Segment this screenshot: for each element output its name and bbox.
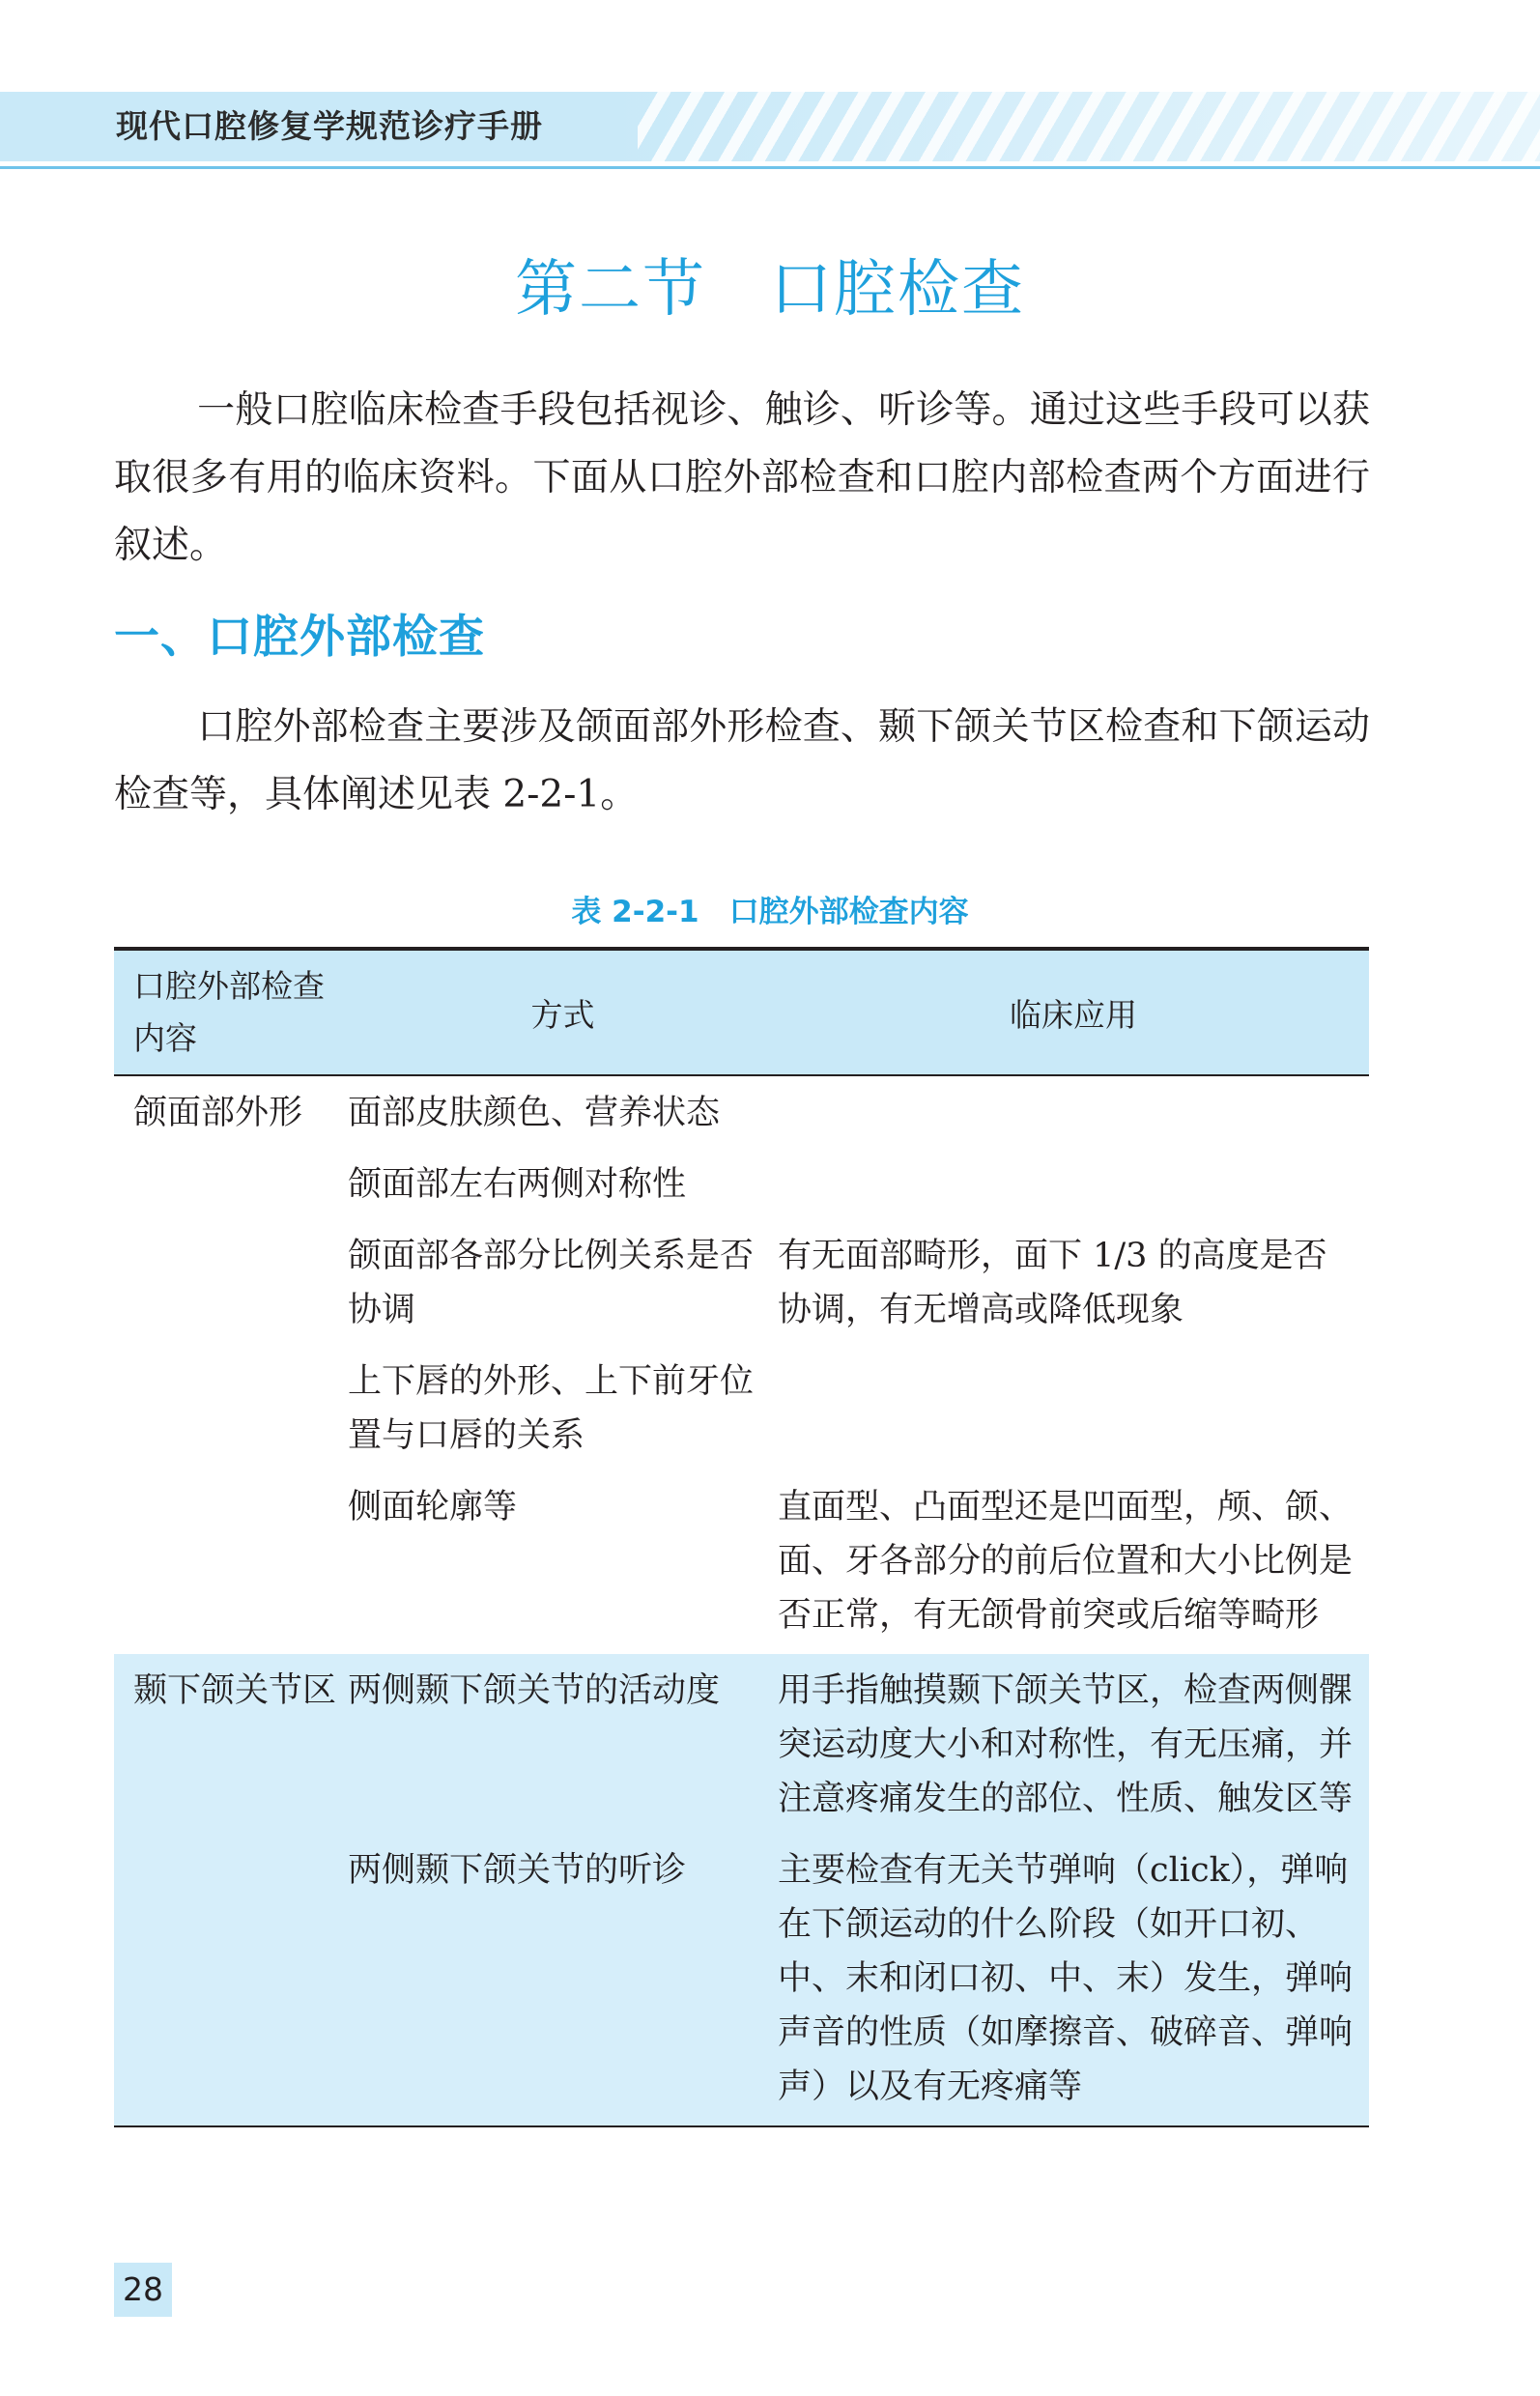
- table-row: [348, 1355, 1369, 1463]
- table-group-tmj: [114, 1654, 1369, 2125]
- application-cell: 有无面部畸形，面下 1/3 的高度是否协调，有无增高或降低现象: [778, 1237, 1327, 1329]
- application-cell: 主要检查有无关节弹响（click），弹响在下颌运动的什么阶段（如开口初、中、末和闭口初、中、末）发生，弹响声音的性质（如摩擦音、破碎音、弹响声）以及有无疼痛等: [778, 1851, 1354, 2106]
- method-cell: 颌面部各部分比例关系是否协调: [348, 1237, 755, 1329]
- table-row: [348, 1843, 1369, 2114]
- exam-table: [114, 947, 1369, 2127]
- table-row: [348, 1229, 1369, 1337]
- table-row: [348, 1157, 1369, 1212]
- method-cell: 两侧颞下颌关节的听诊: [348, 1851, 687, 1890]
- intro-paragraph: [114, 377, 1370, 580]
- application-cell: [778, 1157, 1369, 1212]
- table-group-facial: [114, 1076, 1369, 1654]
- method-cell: 侧面轮廓等: [348, 1488, 518, 1526]
- method-cell: 面部皮肤颜色、营养状态: [348, 1094, 721, 1132]
- intro-text: 一般口腔临床检查手段包括视诊、触诊、听诊等。通过这些手段可以获取很多有用的临床资料。下面从口腔外部检查和口腔内部检查两个方面进行叙述。: [114, 388, 1370, 567]
- method-cell: 两侧颞下颌关节的活动度: [348, 1671, 721, 1710]
- application-cell: 用手指触摸颞下颌关节区，检查两侧髁突运动度大小和对称性，有无压痛，并注意疼痛发生的部位、性质、触发区等: [778, 1671, 1354, 1818]
- application-cell: [778, 1355, 1369, 1463]
- table-row: [348, 1664, 1369, 1826]
- group-category: 颌面部外形: [133, 1094, 303, 1132]
- table-header-row: [114, 951, 1369, 1076]
- group-category: 颞下颌关节区: [133, 1671, 337, 1710]
- section-title: 第二节 口腔检查: [515, 254, 1025, 326]
- group-rows: [348, 1086, 1369, 1642]
- header-stripe-decoration: [638, 92, 1540, 161]
- page-number: 28: [114, 2263, 172, 2317]
- subsection-paragraph: [114, 694, 1370, 829]
- table-row: [348, 1086, 1369, 1140]
- subsection-text: 口腔外部检查主要涉及颌面部外形检查、颞下颌关节区检查和下颌运动检查等，具体阐述见表 2-2-1。: [114, 705, 1370, 816]
- table-caption: 表 2-2-1 口腔外部检查内容: [571, 895, 969, 929]
- method-cell: 上下唇的外形、上下前牙位置与口唇的关系: [348, 1362, 755, 1455]
- table-header-category: 口腔外部检查内容: [133, 967, 325, 1057]
- application-cell: [778, 1086, 1369, 1140]
- subsection-heading: 一、口腔外部检查: [114, 611, 485, 664]
- table-header-method: 方式: [530, 995, 595, 1034]
- running-header-title: 现代口腔修复学规范诊疗手册: [116, 107, 543, 145]
- application-cell: 直面型、凸面型还是凹面型，颅、颌、面、牙各部分的前后位置和大小比例是否正常，有无颌骨前突或后缩等畸形: [778, 1488, 1354, 1635]
- table-header-application: 临床应用: [1010, 995, 1137, 1034]
- group-rows: [348, 1664, 1369, 2114]
- table-row: [348, 1480, 1369, 1642]
- header-rule: [0, 166, 1540, 169]
- method-cell: 颌面部左右两侧对称性: [348, 1165, 687, 1204]
